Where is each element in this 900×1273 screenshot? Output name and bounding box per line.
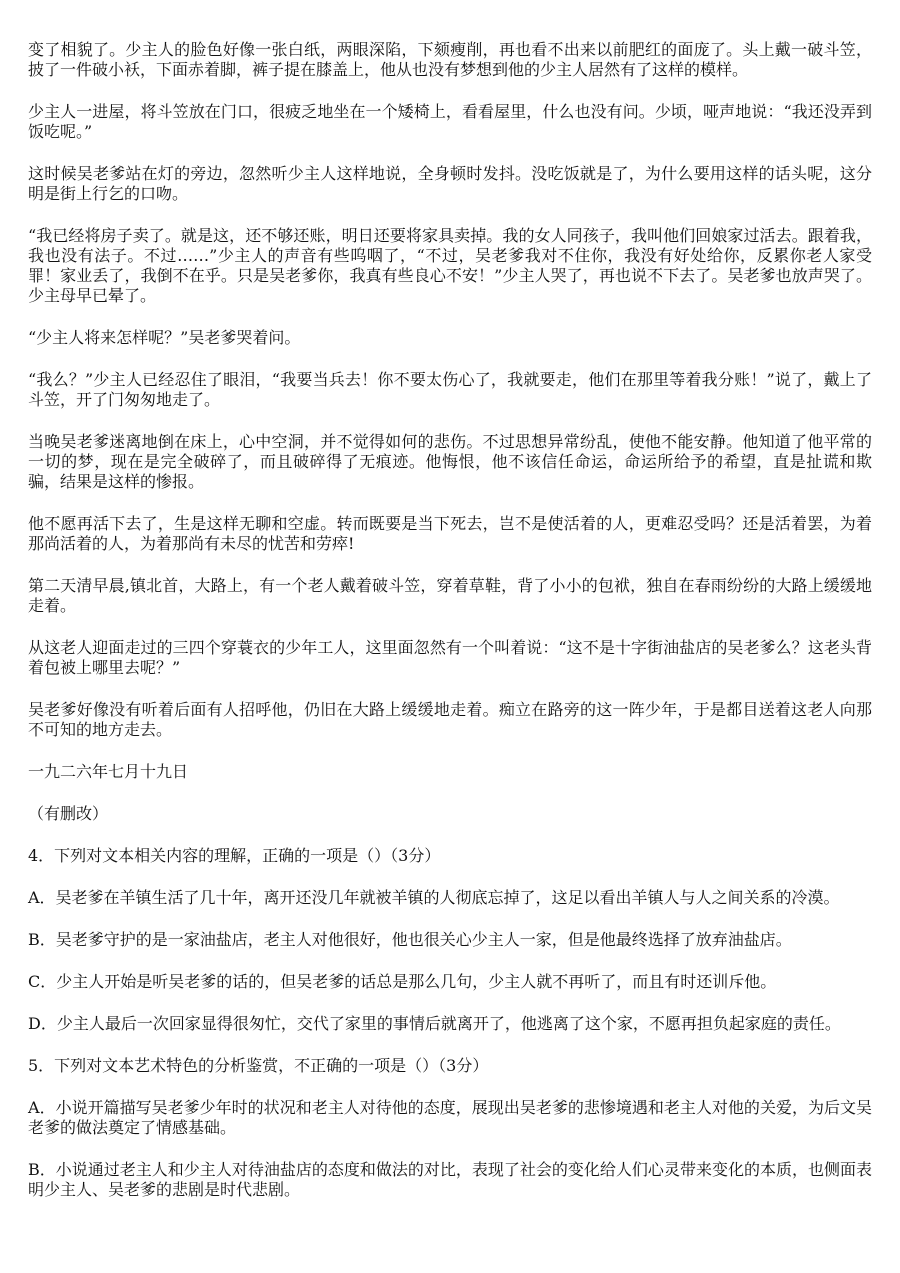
story-paragraph-wu-trembles: 这时候吴老爹站在灯的旁边，忽然听少主人这样地说，全身顿时发抖。没吃饭就是了，为什么要用这样的话头呢，这分明是街上行乞的口吻。 — [28, 164, 872, 203]
story-paragraph-no-wish-to-live: 他不愿再活下去了，生是这样无聊和空虚。转而既要是当下死去，岂不是使活着的人，更难忍受吗？还是活着罢，为着那尚活着的人，为着那尚有未尽的忧苦和劳瘁! — [28, 514, 872, 553]
question-4-option-c: C．少主人开始是听吴老爹的话的，但吴老爹的话总是那么几句，少主人就不再听了，而且有时还训斥他。 — [28, 972, 777, 991]
question-5-stem: 5．下列对文本艺术特色的分析鉴赏，不正确的一项是（）（3分） — [28, 1056, 489, 1075]
story-paragraph-question: “少主人将来怎样呢？”吴老爹哭着问。 — [28, 328, 301, 347]
story-paragraph-house-sold: “我已经将房子卖了。就是这，还不够还账，明日还要将家具卖掉。我的女人同孩子，我叫他们回娘家过活去。跟着我，我也没有法子。不过……”少主人的声音有些呜咽了，“不过，吴老爹我对不住你，我没有好处给你，反累你老人家受罪！家业丢了，我倒不在乎。只是吴老爹你，我真有些良心不安！”少主人哭了，再也说不下去了。吴老爹也放声哭了。少主母早已晕了。 — [28, 226, 872, 305]
question-4-option-d: D．少主人最后一次回家显得很匆忙，交代了家里的事情后就离开了，他逃离了这个家，不愿再担负起家庭的责任。 — [28, 1014, 841, 1033]
question-4-option-a: A．吴老爹在羊镇生活了几十年，离开还没几年就被羊镇的人彻底忘掉了，这足以看出羊镇人与人之间关系的冷漠。 — [28, 888, 840, 907]
story-paragraph-that-night: 当晚吴老爹迷离地倒在床上，心中空洞，并不觉得如何的悲伤。不过思想异常纷乱，使他不能安静。他知道了他平常的一切的梦，现在是完全破碎了，而且破碎得了无痕迹。他悔恨，他不该信任命运，命运所给予的希望，直是扯谎和欺骗，结果是这样的惨报。 — [28, 432, 872, 491]
story-paragraph-join-army: “我么？”少主人已经忍住了眼泪，“我要当兵去！你不要太伤心了，我就要走，他们在那里等着我分账！”说了，戴上了斗笠，开了门匆匆地走了。 — [28, 370, 872, 409]
story-paragraph-enters-house: 少主人一进屋，将斗笠放在门口，很疲乏地坐在一个矮椅上，看看屋里，什么也没有问。少顷，哑声地说：“我还没弄到饭吃呢。” — [28, 102, 872, 141]
abridged-note: （有删改） — [28, 804, 109, 823]
question-5-option-a: A．小说开篇描写吴老爹少年时的状况和老主人对待他的态度，展现出吴老爹的悲惨境遇和老主人对他的关爱，为后文吴老爹的做法奠定了情感基础。 — [28, 1098, 872, 1137]
story-paragraph-walks-away: 吴老爹好像没有听着后面有人招呼他，仍旧在大路上缓缓地走着。痴立在路旁的这一阵少年，于是都目送着这老人向那不可知的地方走去。 — [28, 700, 872, 739]
story-paragraph-appearance: 变了相貌了。少主人的脸色好像一张白纸，两眼深陷，下颏瘦削，再也看不出来以前肥红的面庞了。头上戴一破斗笠，披了一件破小袄，下面赤着脚，裤子提在膝盖上，他从也没有梦想到他的少主人居然有了这样的模样。 — [28, 40, 872, 79]
question-4-option-b: B．吴老爹守护的是一家油盐店，老主人对他很好，他也很关心少主人一家，但是他最终选择了放弃油盐店。 — [28, 930, 792, 949]
story-paragraph-next-morning: 第二天清早晨,镇北首，大路上，有一个老人戴着破斗笠，穿着草鞋，背了小小的包袱，独自在春雨纷纷的大路上缓缓地走着。 — [28, 576, 872, 615]
story-date: 一九二六年七月十九日 — [28, 762, 189, 781]
question-4-stem: 4．下列对文本相关内容的理解，正确的一项是（）（3分） — [28, 846, 441, 865]
story-paragraph-young-workers: 从这老人迎面走过的三四个穿蓑衣的少年工人，这里面忽然有一个叫着说：“这不是十字街油盐店的吴老爹么？这老头背着包被上哪里去呢？” — [28, 638, 872, 677]
question-5-option-b: B．小说通过老主人和少主人对待油盐店的态度和做法的对比，表现了社会的变化给人们心灵带来变化的本质，也侧面表明少主人、吴老爹的悲剧是时代悲剧。 — [28, 1160, 872, 1199]
